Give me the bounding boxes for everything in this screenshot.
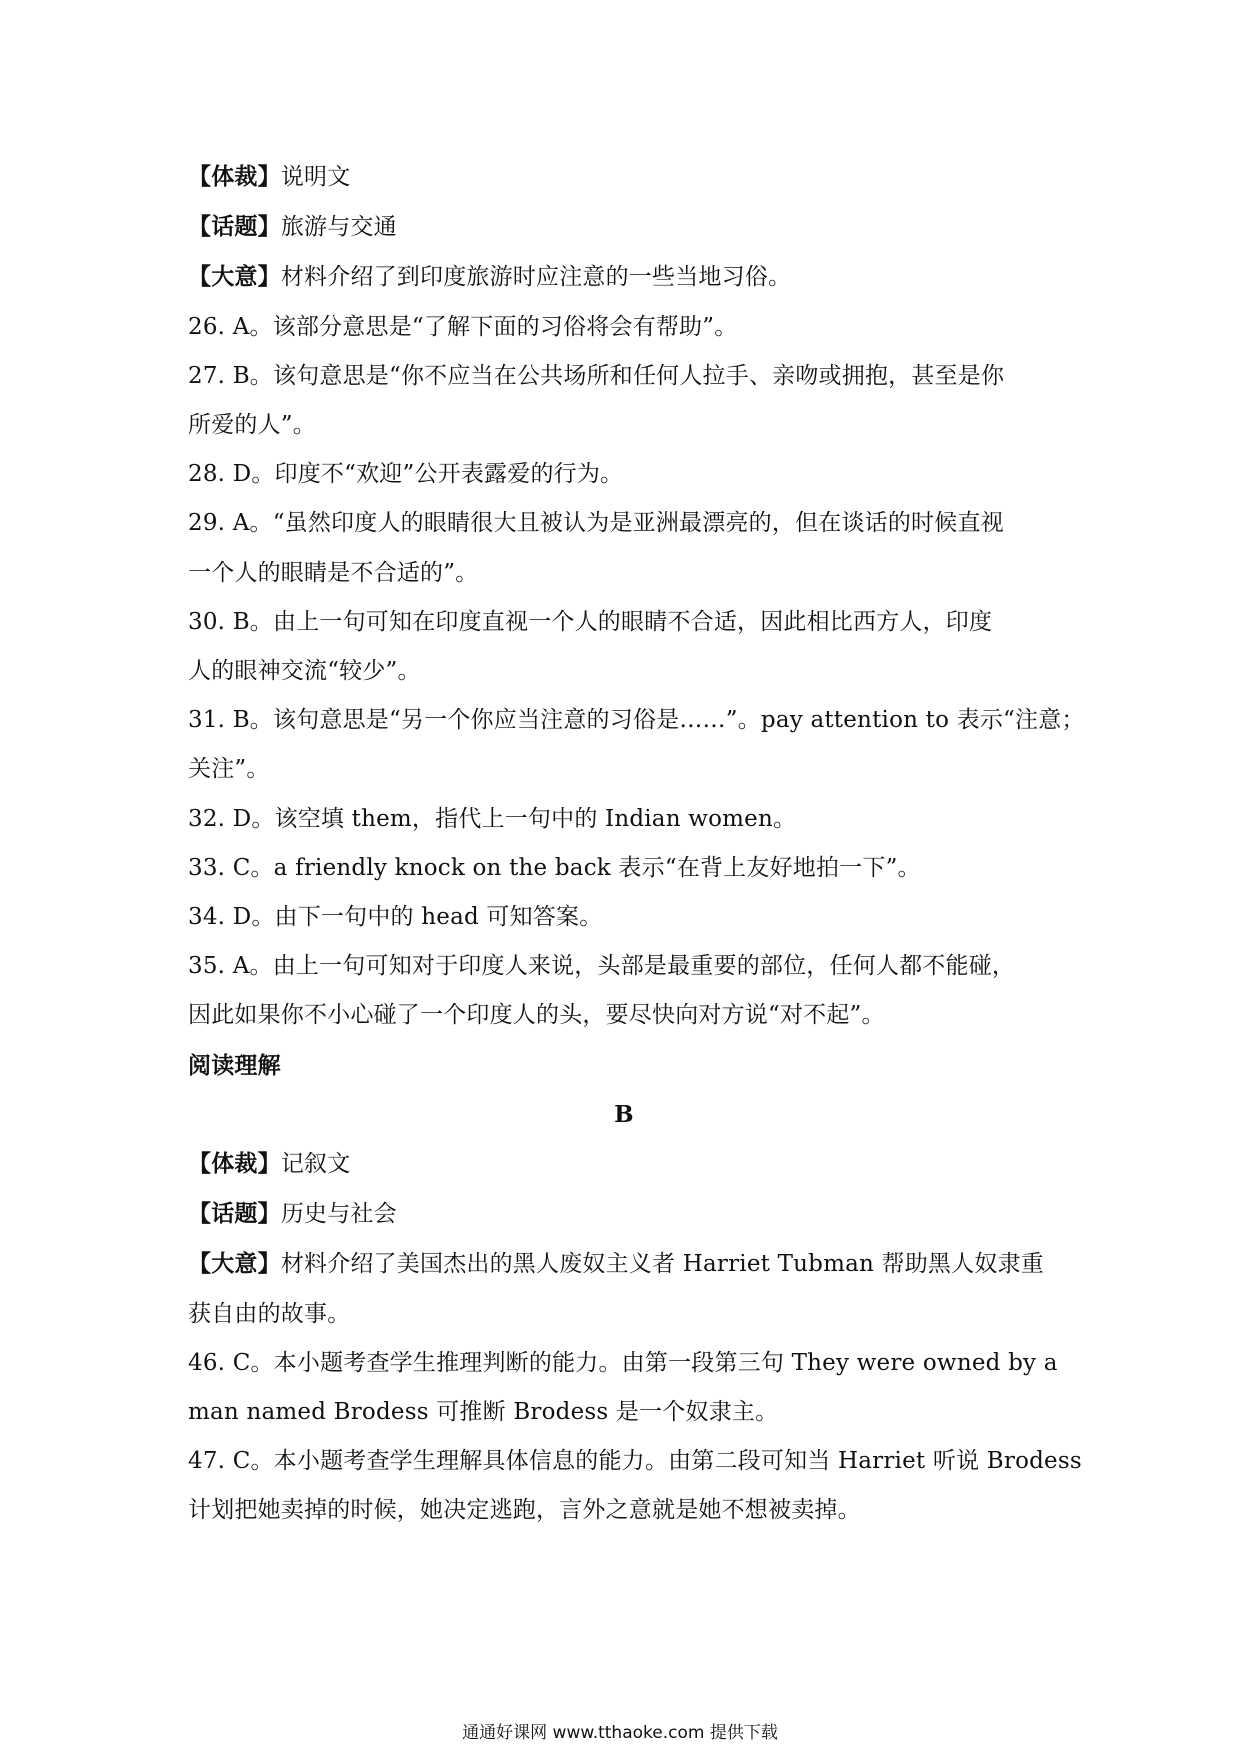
answer-line: 关注”。 [188, 756, 270, 783]
part-label: B [614, 1100, 634, 1128]
answer-line: man named Brodess 可推断 Brodess 是一个奴隶主。 [188, 1399, 779, 1426]
answer-line: 因此如果你不小心碰了一个印度人的头，要尽快向对方说“对不起”。 [188, 1002, 885, 1029]
answer-line: 所爱的人”。 [188, 412, 316, 439]
answer-line: 47. C。本小题考查学生理解具体信息的能力。由第二段可知当 Harriet 听说 Brodess [188, 1448, 1082, 1475]
genre-tag: 【体裁】 [188, 1150, 281, 1178]
genre-text: 记叙文 [280, 1151, 351, 1178]
answer-line: 28. D。印度不“欢迎”公开表露爱的行为。 [188, 461, 624, 488]
genre-line-b [188, 1139, 1060, 1189]
page-footer: 通通好课网 www.tthaoke.com 提供下载 [462, 1723, 778, 1743]
summary-tag: 【大意】 [188, 1250, 281, 1278]
summary-continuation: 获自由的故事。 [188, 1300, 351, 1327]
topic-text: 历史与社会 [280, 1201, 397, 1228]
summary-line-b [188, 1239, 1060, 1289]
answer-line: 34. D。由下一句中的 head 可知答案。 [188, 904, 603, 931]
answer-line: 31. B。该句意思是“另一个你应当注意的习俗是……”。pay attention to 表示“注意； [188, 707, 1085, 734]
topic-tag: 【话题】 [188, 1200, 281, 1228]
answer-line: 一个人的眼睛是不合适的”。 [188, 559, 479, 586]
answer-line: 30. B。由上一句可知在印度直视一个人的眼睛不合适，因此相比西方人，印度 [188, 608, 993, 635]
answer-line: 35. A。由上一句可知对于印度人来说，头部是最重要的部位，任何人都不能碰， [188, 953, 1016, 980]
genre-line-a [188, 152, 1060, 202]
summary-text: 材料介绍了美国杰出的黑人废奴主义者 Harriet Tubman 帮助黑人奴隶重 [280, 1251, 1044, 1278]
answer-line: 29. A。“虽然印度人的眼睛很大且被认为是亚洲最漂亮的，但在谈话的时候直视 [188, 510, 1004, 537]
answer-line: 人的眼神交流“较少”。 [188, 658, 421, 685]
summary-tag: 【大意】 [188, 263, 281, 291]
topic-text: 旅游与交通 [280, 214, 397, 241]
answer-line: 26. A。该部分意思是“了解下面的习俗将会有帮助”。 [188, 313, 738, 340]
genre-tag: 【体裁】 [188, 163, 281, 190]
answer-line: 33. C。a friendly knock on the back 表示“在背上友好地拍一下”。 [188, 854, 921, 881]
section-heading: 阅读理解 [188, 1051, 281, 1079]
answer-line: 46. C。本小题考查学生推理判断的能力。由第一段第三句 They were owned by a [188, 1349, 1058, 1376]
summary-text: 材料介绍了到印度旅游时应注意的一些当地习俗。 [280, 264, 792, 291]
answer-line: 计划把她卖掉的时候，她决定逃跑，言外之意就是她不想被卖掉。 [188, 1497, 861, 1524]
answer-line: 32. D。该空填 them，指代上一句中的 Indian women。 [188, 805, 797, 832]
genre-text: 说明文 [280, 164, 351, 190]
topic-line-a [188, 202, 1060, 252]
topic-tag: 【话题】 [188, 213, 281, 241]
document-body [188, 152, 1085, 1536]
answer-line: 27. B。该句意思是“你不应当在公共场所和任何人拉手、亲吻或拥抱，甚至是你 [188, 362, 1005, 389]
topic-line-b [188, 1189, 1060, 1239]
summary-line-a [188, 252, 1060, 302]
